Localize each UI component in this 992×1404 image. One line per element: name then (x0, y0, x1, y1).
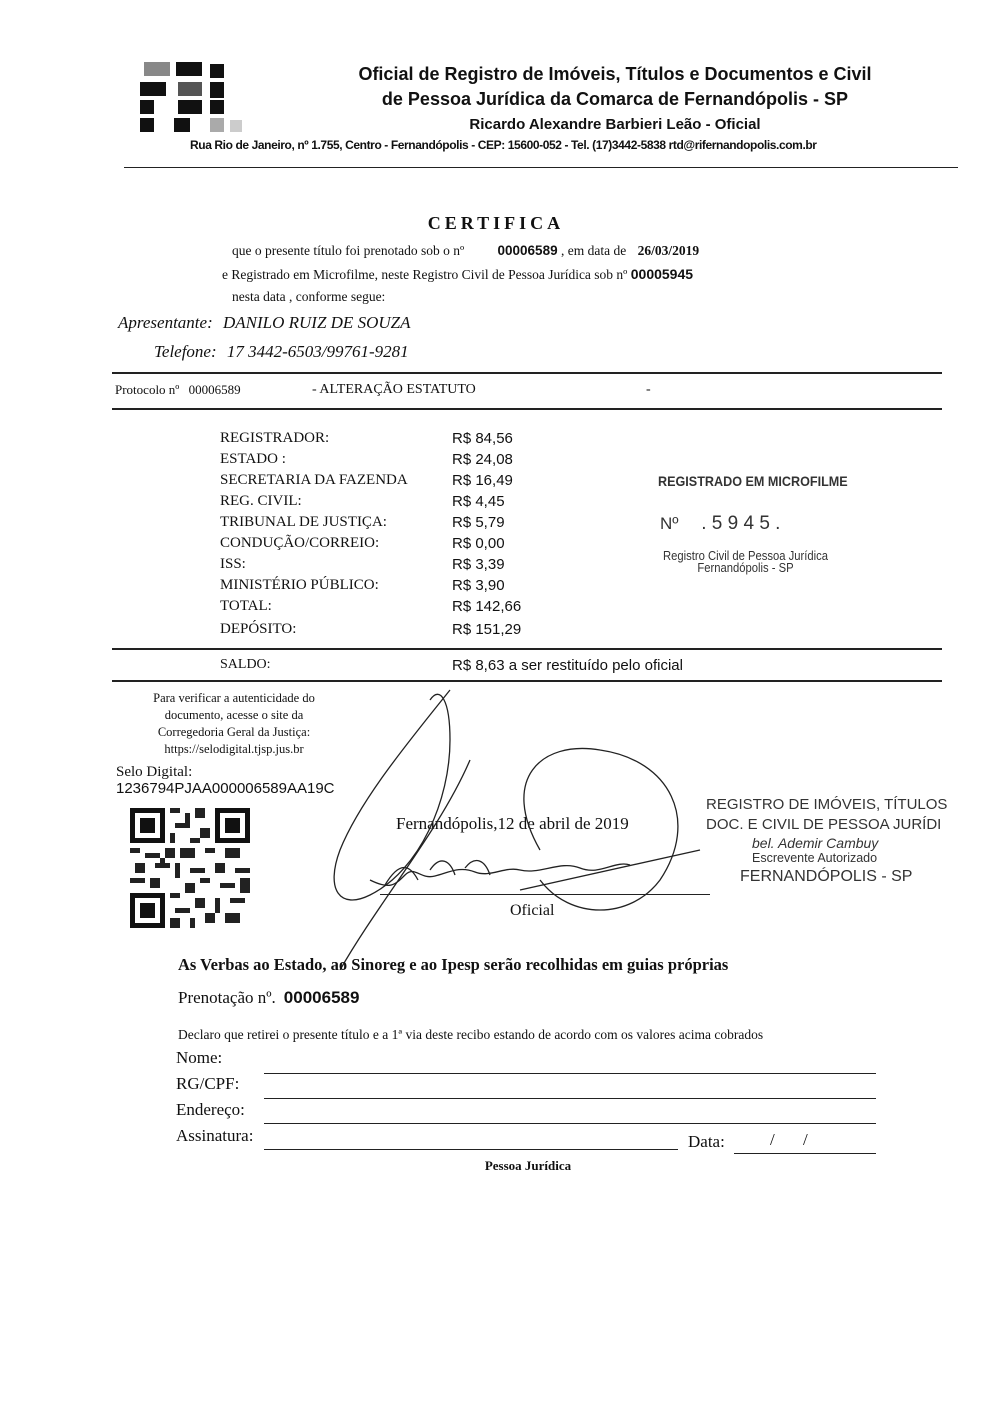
fee-total-label: TOTAL: (220, 598, 272, 614)
registry-number: 00005945 (630, 266, 694, 282)
fee-total-value: R$ 142,66 (452, 598, 522, 615)
signature-line (380, 894, 710, 895)
microfilm-stamp-line1: Registro Civil de Pessoa Jurídica (662, 549, 829, 563)
verification-url[interactable]: https://selodigital.tjsp.jus.br (164, 742, 304, 756)
microfilm-stamp-footer (660, 550, 831, 574)
fee-label: TRIBUNAL DE JUSTIÇA: (220, 514, 387, 530)
saldo-value: R$ 8,63 a ser restituído pelo oficial (452, 657, 683, 674)
handwritten-signature-icon (300, 680, 730, 970)
protocol-description: - ALTERAÇÃO ESTATUTO (312, 382, 476, 397)
fee-value: R$ 16,49 (452, 472, 513, 489)
fee-value: R$ 0,00 (452, 535, 505, 552)
date-field-line[interactable] (734, 1153, 876, 1154)
signature-role: Oficial (510, 902, 555, 919)
footer-prenotation-number: 00006589 (283, 988, 360, 1007)
protocol-number: 00006589 (188, 382, 241, 397)
registry-stamp-line2: DOC. E CIVIL DE PESSOA JURÍDI (706, 816, 942, 833)
certifica-title: CERTIFICA (427, 213, 565, 233)
footer-date-label: Data: (688, 1132, 725, 1151)
verification-text-1: Para verificar a autenticidade do (153, 691, 315, 705)
fee-value: R$ 24,08 (452, 451, 513, 468)
presenter-row (118, 313, 410, 333)
seal-code: 1236794PJAA000006589AA19C (116, 780, 335, 797)
seal-label: Selo Digital: (116, 764, 193, 780)
fee-value: R$ 3,39 (452, 556, 505, 573)
phone-row (154, 342, 409, 362)
date-field-slashes: / / (770, 1130, 808, 1149)
protocol-row (115, 382, 241, 398)
footer-declaration: Declaro que retirei o presente título e a 1ª via deste recibo estando de acordo com os valores acima cobrados (178, 1027, 764, 1042)
certifica-text-3: nesta data , conforme segue: (232, 289, 386, 304)
footer-signature-label: Assinatura: (176, 1126, 254, 1145)
header-official-name: Ricardo Alexandre Barbieri Leão - Oficial (469, 116, 761, 133)
fee-label: CONDUÇÃO/CORREIO: (220, 535, 380, 551)
protocol-dash: - (646, 382, 651, 397)
protocol-label: Protocolo nº (115, 382, 180, 397)
registry-stamp-role: Escrevente Autorizado (752, 851, 878, 865)
microfilm-stamp-title: REGISTRADO EM MICROFILME (658, 473, 848, 489)
fee-value: R$ 84,56 (452, 430, 513, 447)
certifica-text-2: e Registrado em Microfilme, neste Registro Civil de Pessoa Jurídica sob nº 00005945 (222, 266, 694, 282)
presenter-label: Apresentante: (118, 313, 213, 332)
footer-notice: As Verbas ao Estado, ao Sinoreg e ao Ipesp serão recolhidas em guias próprias (178, 955, 729, 974)
footer-prenotation-label: Prenotação nº. (178, 988, 276, 1007)
phone-value: 17 3442-6503/99761-9281 (226, 342, 409, 361)
footer-name-label: Nome: (176, 1048, 223, 1067)
footer-bottom-label: Pessoa Jurídica (484, 1158, 572, 1173)
qr-code[interactable] (130, 808, 250, 928)
signature-field-line[interactable] (264, 1149, 678, 1150)
doc-field-line[interactable] (264, 1098, 876, 1099)
saldo-top-rule (112, 648, 942, 650)
microfilm-stamp-line2: Fernandópolis - SP (697, 561, 794, 575)
registry-logo (138, 62, 258, 134)
fee-label: MINISTÉRIO PÚBLICO: (220, 577, 379, 593)
fee-value: R$ 4,45 (452, 493, 505, 510)
protocol-bottom-rule (112, 408, 942, 410)
fee-deposit-value: R$ 151,29 (452, 621, 522, 638)
fee-value: R$ 5,79 (452, 514, 505, 531)
header-title-line2: de Pessoa Jurídica da Comarca de Fernandópolis - SP (381, 89, 849, 109)
prenotation-number: 00006589 (497, 243, 558, 258)
address-field-line[interactable] (264, 1123, 876, 1124)
header-divider (124, 167, 958, 168)
header-title-line1: Oficial de Registro de Imóveis, Títulos e Documentos e Civil (358, 64, 872, 84)
microfilm-number-label: Nº (660, 514, 679, 533)
verification-text-3: Corregedoria Geral da Justiça: (157, 725, 311, 739)
verification-text-2: documento, acesse o site da (164, 708, 304, 722)
saldo-label: SALDO: (220, 657, 271, 672)
presenter-name: DANILO RUIZ DE SOUZA (222, 313, 411, 332)
footer-doc-label: RG/CPF: (176, 1074, 240, 1093)
fee-label: REG. CIVIL: (220, 493, 302, 509)
phone-label: Telefone: (154, 342, 217, 361)
fee-value: R$ 3,90 (452, 577, 505, 594)
registry-stamp-line1: REGISTRO DE IMÓVEIS, TÍTULOS (706, 796, 948, 813)
fee-deposit-label: DEPÓSITO: (220, 621, 297, 637)
fee-label: ESTADO : (220, 451, 286, 467)
footer-address-label: Endereço: (176, 1100, 245, 1119)
fee-label: SECRETARIA DA FAZENDA (220, 472, 408, 488)
signature-place-date: Fernandópolis,12 de abril de 2019 (396, 814, 629, 833)
header-address: Rua Rio de Janeiro, nº 1.755, Centro - Fernandópolis - CEP: 15600-052 - Tel. (17)3442-5838 rtd@rifernandopolis.com.br (190, 138, 817, 152)
prenotation-date: 26/03/2019 (637, 243, 700, 258)
certifica-text-1: que o presente título foi prenotado sob o nº 00006589 , em data de 26/03/2019 (232, 243, 700, 258)
name-field-line[interactable] (264, 1073, 876, 1074)
footer-prenotation (178, 988, 359, 1008)
fee-label: REGISTRADOR: (220, 430, 330, 446)
protocol-top-rule (112, 372, 942, 374)
registry-stamp-city: FERNANDÓPOLIS - SP (740, 868, 913, 885)
fee-label: ISS: (220, 556, 246, 572)
microfilm-stamp-number-row (660, 513, 780, 535)
registry-stamp (706, 795, 958, 835)
registry-stamp-clerk: bel. Ademir Cambuy (752, 835, 879, 851)
microfilm-number: . 5 9 4 5 . (701, 513, 781, 534)
